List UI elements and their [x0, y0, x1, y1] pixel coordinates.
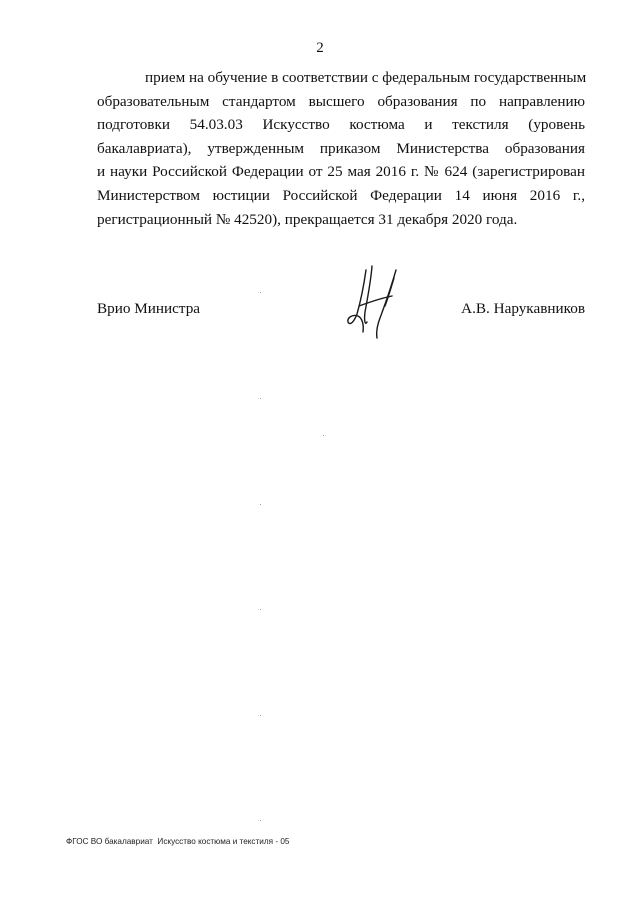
- signature-stroke: [348, 270, 366, 332]
- document-footer: ФГОС ВО бакалавриат Искусство костюма и текстиля - 05: [66, 837, 290, 846]
- scan-speck: [260, 715, 261, 716]
- scan-speck: [260, 609, 261, 610]
- scan-speck: [260, 292, 261, 293]
- handwritten-signature: [342, 262, 402, 342]
- signer-name: А.В. Нарукавников: [461, 300, 585, 317]
- page-number: 2: [316, 40, 324, 56]
- scan-speck: [260, 504, 261, 505]
- paragraph-line: и науки Российской Федерации от 25 мая 2016 г. № 624 (зарегистрирован: [97, 163, 585, 181]
- paragraph-line: подготовки 54.03.03 Искусство костюма и текстиля (уровень: [97, 116, 585, 134]
- document-paragraph: [97, 66, 585, 231]
- signer-title: Врио Министра: [97, 300, 201, 317]
- paragraph-line: регистрационный № 42520), прекращается 31 декабря 2020 года.: [97, 210, 518, 228]
- paragraph-line: Министерством юстиции Российской Федерации 14 июня 2016 г.,: [97, 186, 585, 204]
- signature-block: [97, 300, 585, 324]
- signature-stroke: [385, 278, 394, 306]
- paragraph-line: прием на обучение в соответствии с федеральным государственным: [145, 69, 587, 86]
- scan-speck: [323, 435, 324, 436]
- scan-speck: [260, 398, 261, 399]
- paragraph-line: образовательным стандартом высшего образования по направлению: [97, 92, 585, 110]
- scan-speck: [260, 820, 261, 821]
- paragraph-line: бакалавриата), утвержденным приказом Министерства образования: [97, 139, 585, 157]
